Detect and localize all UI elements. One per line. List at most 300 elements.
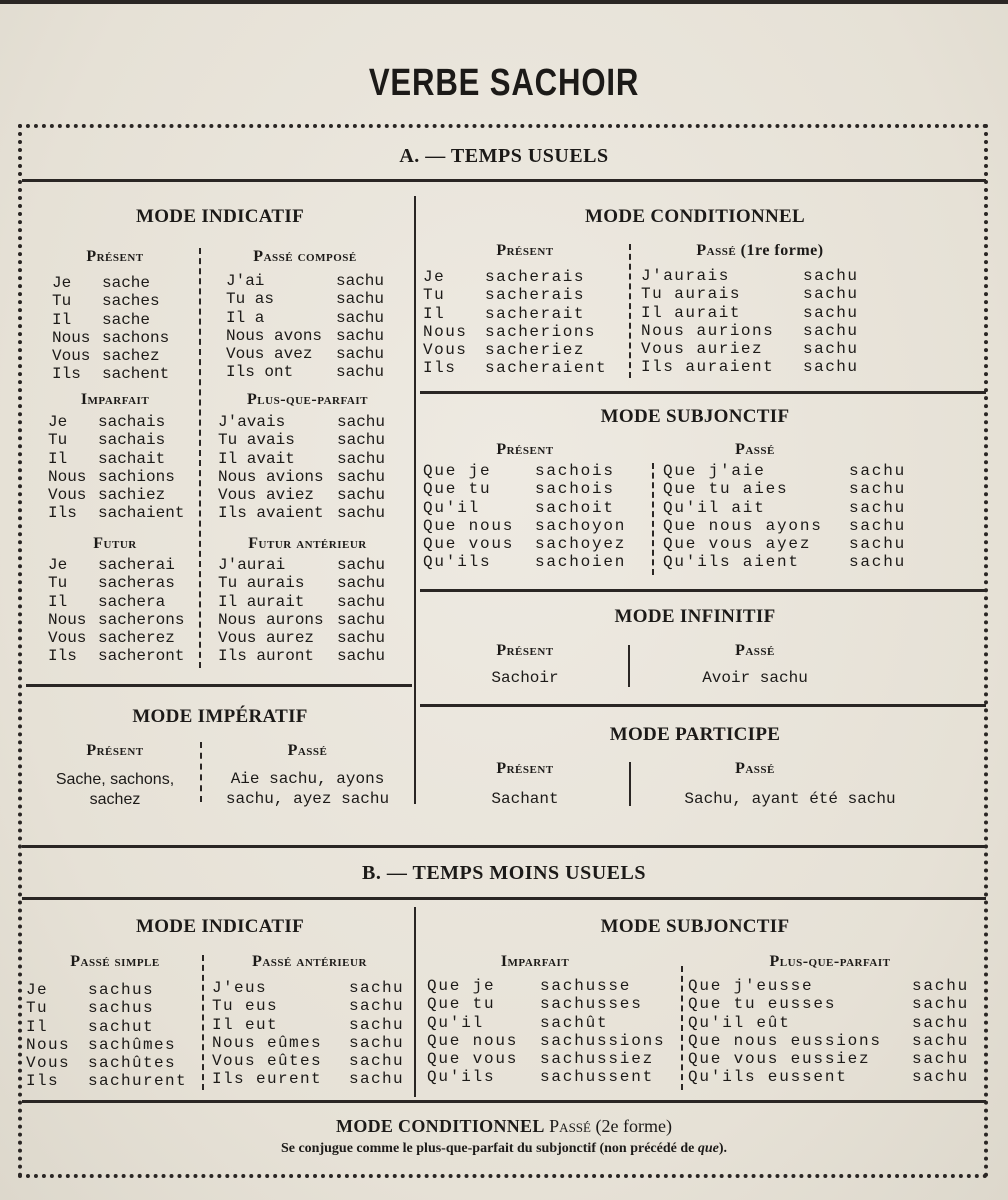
verb-form: sachussiez [540,1050,655,1069]
conj-row [212,1034,404,1052]
column-divider [681,966,683,1090]
conj-row [641,304,859,322]
conj-row [663,499,906,517]
tense-present-label: Présent [86,248,144,265]
pronoun: Qu'ils [427,1068,496,1087]
divider [420,589,986,592]
verb-form: sachut [88,1017,155,1036]
verb-form: sachions [98,467,175,486]
verb-form: sachus [88,981,155,999]
footer-note-end: ). [718,1141,728,1156]
pronoun: Je [26,981,49,999]
verb-form: sachu [337,574,386,593]
conj-row [218,504,385,522]
pronoun: Je [52,274,72,292]
conj-row [226,363,384,381]
pronoun: Qu'il eût [688,1013,791,1032]
verb-form: sachu [803,303,859,322]
conj-row [641,358,859,376]
conj-row [48,413,184,431]
conj-row [48,431,184,449]
verb-form: sachoyez [535,535,627,554]
column-divider [414,196,416,804]
page-title: VERBE SACHOIR [368,62,640,104]
conj-table [48,556,184,666]
verb-form: sachu [337,431,386,450]
footer-mode: MODE CONDITIONNEL [336,1116,545,1136]
tense-passe-simple-label: Passé simple [70,953,160,970]
pronoun: Ils [423,359,457,378]
verb-form: sacherai [98,556,175,574]
verb-form: sachu [337,556,386,574]
conj-row [26,1072,187,1090]
tense-futur-anterieur-label: Futur antérieur [248,535,367,552]
pronoun: Que nous eussions [688,1031,882,1050]
conj-row [52,329,169,347]
verb-form: sachoit [535,498,615,517]
mode-indicatif-title: MODE INDICATIF [136,206,304,227]
infinitif-present: Sachoir [491,669,559,687]
verb-form: sachu [337,629,386,648]
verb-form: sachu [337,592,386,611]
pronoun: Vous eûtes [212,1052,323,1071]
imperatif-passe-line: sachu, ayez sachu [225,790,390,808]
verb-form: sache [102,274,151,292]
verb-form: sachu [337,647,386,666]
column-divider [629,244,631,378]
pronoun: Il eut [212,1015,279,1034]
pronoun: Nous [48,467,87,486]
conj-row [641,340,859,358]
conj-row [52,292,169,310]
pronoun: Qu'il ait [663,498,766,517]
conj-table [663,462,906,572]
verb-form: sachois [535,462,615,480]
verb-form: sachu [336,345,385,364]
conj-row [423,553,626,571]
pronoun: Vous aviez [218,486,315,505]
verb-form: sachu [337,467,386,486]
column-divider [414,907,416,1097]
verb-form: sachois [535,480,615,499]
verb-form: sachu [803,358,859,377]
tense-present-label: Présent [86,742,144,759]
conj-table [48,413,184,523]
pronoun: Tu as [226,290,275,309]
verb-form: sachûtes [88,1054,177,1073]
tense-passe-label: Passé [287,742,328,759]
pronoun: Tu [52,292,72,311]
pronoun: Vous avez [226,345,313,364]
conj-row [48,556,184,574]
mode-infinitif-title: MODE INFINITIF [614,606,776,627]
pronoun: Qu'ils [423,553,492,572]
pronoun: Que j'eusse [688,977,814,995]
conj-row [218,629,385,647]
tense-imparfait-label: Imparfait [80,391,150,408]
conj-row [427,1068,665,1086]
column-divider [629,762,631,806]
conj-table [427,977,665,1087]
pronoun: Nous [48,610,87,629]
participe-present: Sachant [491,790,559,808]
tense-passe-1re-forme-label: Passé (1re forme) [696,242,824,259]
conj-row [688,1050,969,1068]
conj-row [218,468,385,486]
conj-row [212,997,404,1015]
conj-row [218,431,385,449]
conj-row [423,462,626,480]
conj-row [218,593,385,611]
verb-form: sachu [912,995,970,1014]
pronoun: Vous auriez [641,340,764,359]
divider [22,897,986,900]
conj-row [641,285,859,303]
pronoun: Il [48,449,68,468]
verb-form: sacherais [485,286,585,305]
conj-row [663,480,906,498]
verb-form: sachûmes [88,1035,177,1054]
verb-form: sachu [336,272,385,290]
verb-form: sachussent [540,1068,655,1087]
conj-row [427,977,665,995]
conj-row [48,611,184,629]
verb-form: sachus [88,999,155,1018]
verb-form: sachût [540,1013,609,1032]
pronoun: Que j'aie [663,462,766,480]
conj-row [688,977,969,995]
section-a-title: A. — TEMPS USUELS [399,145,609,167]
verb-form: sachaient [98,504,185,523]
conj-row [212,1052,404,1070]
column-divider [202,955,204,1090]
pronoun: Nous [423,322,468,341]
conj-row [688,1032,969,1050]
conj-row [423,359,607,377]
tense-passe-label: Passé [735,760,775,777]
divider [26,684,412,687]
verb-form: sachera [98,592,166,611]
pronoun: Que tu aies [663,480,789,499]
conj-row [26,1054,187,1072]
pronoun: Que nous ayons [663,516,823,535]
verb-form: sachu [912,1068,970,1087]
conj-row [52,365,169,383]
verb-form: sacherais [485,268,585,286]
pronoun: Vous [48,629,87,648]
verb-form: sachu [337,449,386,468]
column-divider [200,742,202,802]
verb-form: sachu [349,1033,405,1052]
conj-row [423,323,607,341]
verb-form: sachu [849,498,907,517]
verb-form: sachu [336,290,385,309]
conj-row [52,311,169,329]
divider [420,704,986,707]
verb-form: sachu [849,535,907,554]
conj-row [663,535,906,553]
tense-present-label: Présent [496,760,554,777]
column-divider [652,463,654,575]
verb-form: sachurent [88,1072,188,1091]
pronoun: Nous aurons [218,610,324,629]
verb-form: sachu [803,285,859,304]
pronoun: Je [48,556,68,574]
tense-plus-que-parfait-label: Plus-que-parfait [769,953,891,970]
divider [22,1100,986,1103]
verb-form: sachiez [98,486,166,505]
pronoun: Que nous [427,1031,519,1050]
pronoun: Nous avions [218,467,324,486]
pronoun: Vous [48,486,87,505]
pronoun: Qu'ils eussent [688,1068,848,1087]
pronoun: Qu'ils aient [663,553,800,572]
verb-form: sacherait [485,304,585,323]
verb-form: sacherez [98,629,175,648]
pronoun: Que je [423,462,492,480]
footer-note-que: que [697,1141,719,1156]
conj-row [663,517,906,535]
conj-row [48,647,184,665]
pronoun: Tu aurais [218,574,305,593]
conj-row [663,553,906,571]
imperatif-present-line: Sache, sachons, [55,771,175,788]
conj-row [641,267,859,285]
pronoun: Ils eurent [212,1070,323,1089]
conj-row [48,468,184,486]
verb-form: sachu [337,486,386,505]
conj-table [212,979,404,1089]
conj-row [423,499,626,517]
pronoun: Vous aurez [218,629,315,648]
verb-form: sachu [849,480,907,499]
conj-row [218,574,385,592]
conj-row [226,309,384,327]
conj-row [226,272,384,290]
verb-form: sachais [98,413,166,431]
pronoun: Il [26,1017,49,1036]
top-edge [0,0,1008,4]
conj-table [226,272,384,382]
conj-table [218,556,385,666]
tense-passe-compose-label: Passé composé [253,248,357,265]
conj-row [26,1018,187,1036]
conj-table [26,981,187,1091]
verb-form: sachu [912,977,970,995]
conj-row [26,1036,187,1054]
pronoun: Ils [52,365,81,384]
tense-passe-anterieur-label: Passé antérieur [252,953,367,970]
verb-form: sachait [98,449,166,468]
participe-passe: Sachu, ayant été sachu [684,790,896,808]
tense-passe-label: Passé [735,441,775,458]
pronoun: Il [52,310,72,329]
tense-passe-label: Passé [735,642,775,659]
verb-form: sachu [849,553,907,572]
pronoun: Tu avais [218,431,295,450]
mode-indicatif-title: MODE INDICATIF [136,916,304,937]
pronoun: J'aurai [218,556,286,574]
verb-form: sache [102,310,151,329]
conj-row [48,629,184,647]
conj-table [641,267,859,377]
conj-row [688,995,969,1013]
verb-form: sachent [102,365,170,384]
pronoun: Ils [26,1072,60,1091]
verb-form: sachu [336,363,385,382]
verb-form: sachu [337,413,386,431]
conj-row [212,1070,404,1088]
verb-form: sachu [803,267,859,285]
pronoun: J'eus [212,979,268,997]
pronoun: Vous [52,347,91,366]
divider [22,845,986,848]
pronoun: Nous [52,328,91,347]
conj-row [48,574,184,592]
pronoun: Que tu [423,480,492,499]
pronoun: Tu [48,431,68,450]
verb-form: sachu [336,326,385,345]
verb-form: sachu [803,340,859,359]
conj-row [423,268,607,286]
pronoun: Qu'il [423,498,481,517]
conj-row [218,450,385,468]
pronoun: Tu [26,999,49,1018]
pronoun: Tu eus [212,997,279,1016]
footer-passe: Passé [549,1116,591,1136]
pronoun: Il aurait [641,303,741,322]
pronoun: J'avais [218,413,286,431]
pronoun: Que tu [427,995,496,1014]
conj-row [212,1016,404,1034]
verb-form: sacherions [485,322,597,341]
conj-row [212,979,404,997]
conj-row [423,480,626,498]
tense-present-label: Présent [496,642,554,659]
pronoun: Ils avaient [218,504,324,523]
verb-form: sachais [98,431,166,450]
pronoun: Que tu eusses [688,995,837,1014]
verb-form: sachu [849,462,907,480]
pronoun: Ils ont [226,363,294,382]
conj-row [48,593,184,611]
footer-note [0,1141,1008,1157]
pronoun: J'aurais [641,267,730,285]
tense-present-label: Présent [496,441,554,458]
pronoun: Vous [423,341,468,360]
footer-conditionnel-2e-forme [0,1116,1008,1137]
pronoun: Vous [26,1054,71,1073]
verb-form: sachons [102,328,170,347]
conj-row [427,1014,665,1032]
conj-row [688,1068,969,1086]
tense-plus-que-parfait-label: Plus-que-parfait [247,391,368,408]
conj-row [26,981,187,999]
verb-form: sachu [803,321,859,340]
pronoun: Je [48,413,68,431]
verb-form: sacheraient [485,359,608,378]
verb-form: sacheras [98,574,175,593]
conj-row [427,1032,665,1050]
pronoun: Tu [423,286,446,305]
verb-form: sachu [337,504,386,523]
pronoun: Que vous ayez [663,535,812,554]
pronoun: Nous aurions [641,321,775,340]
section-b-title: B. — TEMPS MOINS USUELS [362,862,646,884]
tense-imparfait-label: Imparfait [500,953,570,970]
conj-row [218,486,385,504]
pronoun: Il a [226,308,265,327]
conj-table [423,268,607,378]
conj-row [226,327,384,345]
pronoun: Que vous [423,535,515,554]
pronoun: Que vous [427,1050,519,1069]
verb-form: sachu [349,997,405,1016]
conj-table [52,274,169,384]
footer-forme: (2e forme) [590,1116,672,1136]
verb-form: sachu [337,610,386,629]
pronoun: Nous avons [226,326,323,345]
conj-row [48,450,184,468]
conj-row [688,1014,969,1032]
column-divider [628,645,630,687]
divider [420,391,986,394]
conj-row [218,413,385,431]
mode-subjonctif-title: MODE SUBJONCTIF [600,406,790,427]
conj-row [641,322,859,340]
verb-form: sachoyon [535,516,627,535]
verb-form: sachez [102,347,160,366]
pronoun: Ils auront [218,647,315,666]
mode-conditionnel-title: MODE CONDITIONNEL [585,206,805,227]
verb-form: sacherons [98,610,185,629]
pronoun: Nous eûmes [212,1033,323,1052]
verb-form: sachu [336,308,385,327]
verb-form: sacheriez [485,341,585,360]
conj-row [423,517,626,535]
pronoun: Il avait [218,449,295,468]
pronoun: J'ai [226,272,265,290]
infinitif-passe: Avoir sachu [702,669,808,687]
pronoun: Il [423,304,446,323]
verb-form: sachu [349,979,405,997]
conj-table [688,977,969,1087]
verb-form: sachu [349,1070,405,1089]
verb-form: sachusses [540,995,643,1014]
conj-row [26,999,187,1017]
pronoun: Ils [48,647,77,666]
verb-form: sachoien [535,553,627,572]
imperatif-present-line: sachez [89,791,141,808]
pronoun: Qu'il [427,1013,485,1032]
tense-futur-label: Futur [93,535,137,552]
conj-row [423,286,607,304]
pronoun: Ils auraient [641,358,775,377]
conj-row [218,556,385,574]
pronoun: Nous [26,1035,71,1054]
pronoun: Tu aurais [641,285,741,304]
conj-row [663,462,906,480]
pronoun: Ils [48,504,77,523]
verb-form: sachusse [540,977,632,995]
conj-row [427,995,665,1013]
conj-row [423,341,607,359]
verb-form: saches [102,292,160,311]
pronoun: Que vous eussiez [688,1050,871,1069]
pronoun: Que je [427,977,496,995]
column-divider [199,248,201,668]
footer-note-text: Se conjugue comme le plus-que-parfait du subjonctif (non précédé de [280,1141,698,1156]
